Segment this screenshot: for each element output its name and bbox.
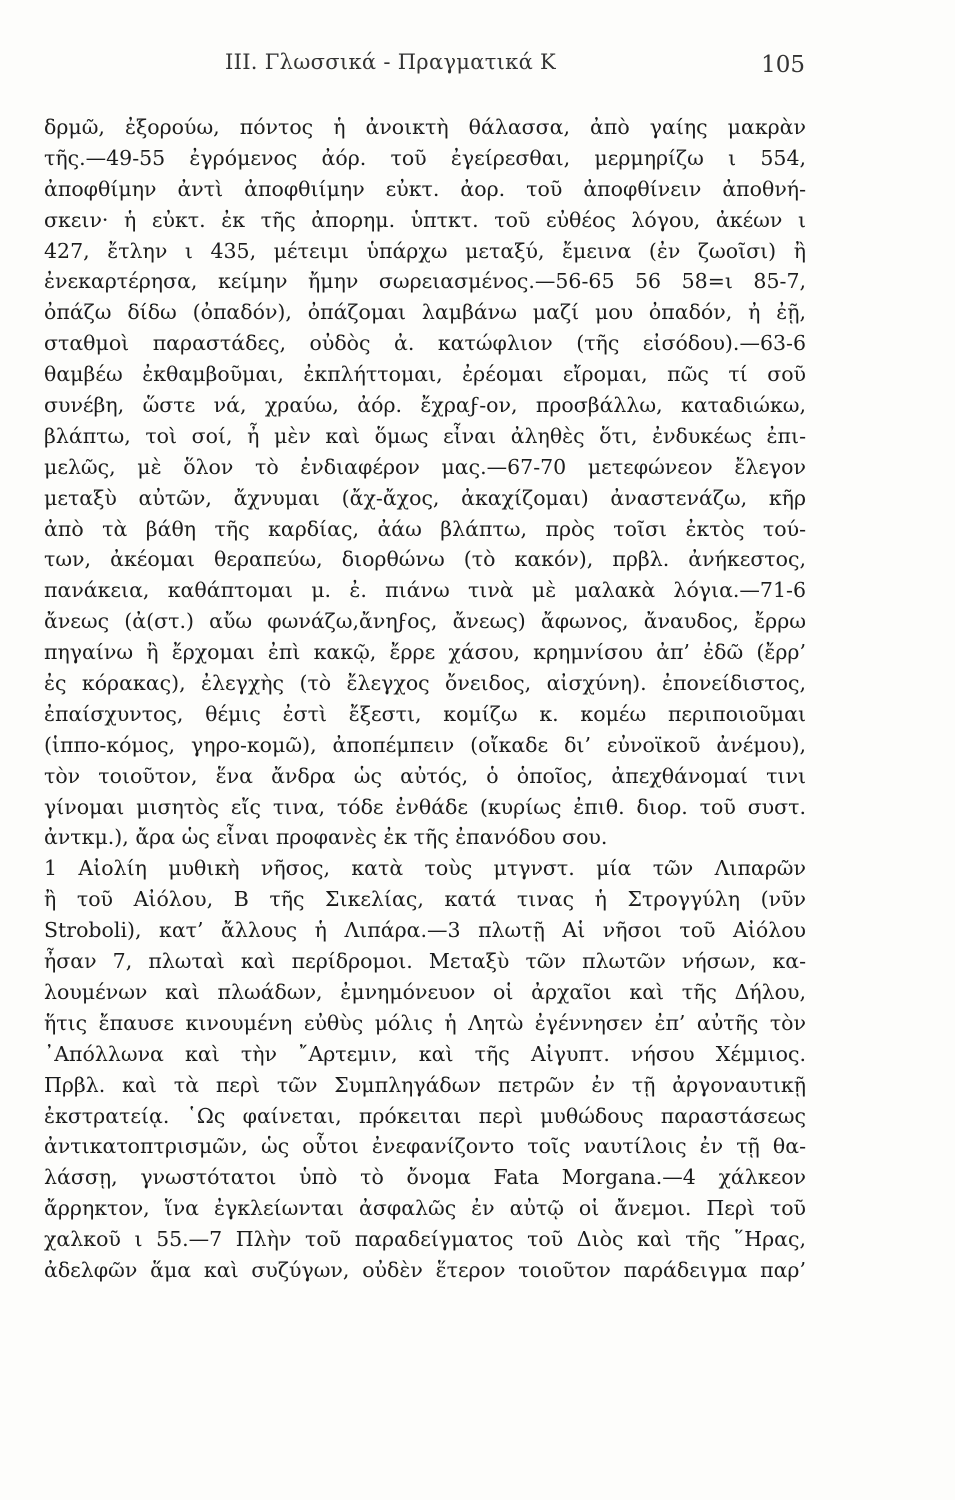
text-line: λάσσῃ, γνωστότατοι ὑπὸ τὸ ὄνομα Fata Morgana.—4 χάλκεον [44,1165,806,1190]
text-line: ἀποφθίμην ἀντὶ ἀποφθιίμην εὐκτ. ἀορ. τοῦ ἀποφθίνειν ἀποθνή- [44,176,806,201]
text-line: χαλκοῦ ι 55.—7 Πλὴν τοῦ παραδείγματος τοῦ Διὸς καὶ τῆς ῞Ηρας, [44,1227,806,1252]
text-line: 427, ἔτλην ι 435, μέτειμι ὑπάρχω μεταξύ, ἔμεινα (ἐν ζωοῖσι) ἢ [44,238,806,263]
page-number: 105 [761,52,805,78]
text-line: ἦσαν 7, πλωταὶ καὶ περίδρομοι. Μεταξὺ τῶν πλωτῶν νήσων, κα- [44,949,806,974]
text-line: τῆς.—49-55 ἐγρόμενος ἀόρ. τοῦ ἐγείρεσθαι, μερμηρίζω ι 554, [44,145,806,170]
text-line: δρμῶ, ἐξορούω, πόντος ἡ ἀνοικτὴ θάλασσα, ἀπὸ γαίης μακρὰν [44,115,806,139]
text-line: μεταξὺ αὐτῶν, ἄχνυμαι (ἄχ-ἄχος, ἀκαχίζομαι) ἀναστενάζω, κῆρ [44,485,806,510]
text-line: ἢ τοῦ Αἰόλου, Β τῆς Σικελίας, κατά τινας ἡ Στρογγύλη (νῦν [44,887,806,912]
text-line: ἐπαίσχυντος, θέμις ἐστὶ ἔξεστι, κομίζω κ. κομέω περιποιοῦμαι [44,701,806,726]
text-line: ἀδελφῶν ἅμα καὶ συζύγων, οὐδὲν ἕτερον τοιοῦτον παράδειγμα παρ’ [44,1257,806,1282]
text-line: ἐκστρατείᾳ. ῾Ως φαίνεται, πρόκειται περὶ μυθώδους παραστάσεως [44,1103,806,1128]
text-line: των, ἀκέομαι θεραπεύω, διορθώνω (τὸ κακόν), πρβλ. ἀνήκεστος, [44,547,806,572]
text-line: συνέβη, ὥστε νά, χραύω, ἀόρ. ἔχραϝ-ον, προσβάλλω, καταδιώκω, [44,393,806,418]
text-line: Stroboli), κατ’ ἄλλους ἡ Λιπάρα.—3 πλωτῇ Αἱ νῆσοι τοῦ Αἰόλου [44,918,806,943]
text-line: θαμβέω ἐκθαμβοῦμαι, ἐκπλήττομαι, ἐρέομαι εἴρομαι, πῶς τί σοῦ [44,362,806,387]
text-line: 1 Αἰολίη μυθικὴ νῆσος, κατὰ τοὺς μτγνστ. μία τῶν Λιπαρῶν [44,856,806,881]
text-line: ἐς κόρακας), ἐλεγχὴς (τὸ ἔλεγχος ὄνειδος, αἰσχύνη). ἐπονείδιστος, [44,671,806,696]
text-line: ἄνεως (ἀ(στ.) αὔω φωνάζω,ἄνηϝος, ἄνεως) ἄφωνος, ἄναυδος, ἔρρω [44,609,806,634]
text-line: μελῶς, μὲ ὅλον τὸ ἐνδιαφέρον μας.—67-70 μετεφώνεον ἔλεγον [44,454,806,479]
text-line: ᾿Απόλλωνα καὶ τὴν ῎Αρτεμιν, καὶ τῆς Αἰγυπτ. νήσου Χέμμιος. [44,1041,806,1066]
text-line: γίνομαι μισητὸς εἴς τινα, τόδε ἐνθάδε (κυρίως ἐπιθ. διορ. τοῦ συστ. [44,794,806,819]
text-line: ἐνεκαρτέρησα, κείμην ἤμην σωρειασμένος.—56-65 56 58=ι 85-7, [44,269,806,294]
running-title: III. Γλωσσικά - Πραγματικά Κ [225,50,557,74]
text-line: ἀντκμ.), ἄρα ὡς εἶναι προφανὲς ἐκ τῆς ἐπανόδου σου. [44,825,608,850]
text-line: σταθμοὶ παραστάδες, οὐδὸς ἀ. κατώφλιον (τῆς εἰσόδου).—63-6 [44,331,806,356]
text-line: ἄρρηκτον, ἵνα ἐγκλείωνται ἀσφαλῶς ἐν αὐτῷ οἱ ἄνεμοι. Περὶ τοῦ [44,1196,806,1221]
text-line: ἀπὸ τὰ βάθη τῆς καρδίας, ἀάω βλάπτω, πρὸς τοῖσι ἐκτὸς τού- [44,516,806,541]
commentary-text [44,112,806,1286]
text-line: πανάκεια, καθάπτομαι μ. ἐ. πιάνω τινὰ μὲ μαλακὰ λόγια.—71-6 [44,578,806,603]
text-line: σκειν· ἡ εὐκτ. ἐκ τῆς ἀπορημ. ὑπτκτ. τοῦ εὐθέος λόγου, ἀκέων ι [44,207,806,232]
text-line: λουμένων καὶ πλωάδων, ἐμνημόνευον οἱ ἀρχαῖοι καὶ τῆς Δήλου, [44,979,806,1004]
page-header [225,46,805,86]
text-line: ὀπάζω δίδω (ὀπαδόν), ὀπάζομαι λαμβάνω μαζί μου ὀπαδόν, ἠ ἐῇ, [44,300,806,325]
text-line: βλάπτω, τοὶ σοί, ἦ μὲν καὶ ὅμως εἶναι ἀληθὲς ὅτι, ἐνδυκέως ἐπι- [44,423,806,448]
text-line: ἥτις ἔπαυσε κινουμένη εὐθὺς μόλις ἡ Λητὼ ἐγέννησεν ἐπ’ αὐτῆς τὸν [44,1010,806,1035]
text-line: ἀντικατοπτρισμῶν, ὡς οὗτοι ἐνεφανίζοντο τοῖς ναυτίλοις ἐν τῇ θα- [44,1134,806,1159]
text-line: πηγαίνω ἢ ἔρχομαι ἐπὶ κακῷ, ἔρρε χάσου, κρημνίσου ἀπ’ ἐδῶ (ἔρρ’ [44,640,806,665]
text-line: τὸν τοιοῦτον, ἕνα ἄνδρα ὡς αὐτός, ὁ ὁποῖος, ἀπεχθάνομαί τινι [44,763,806,788]
text-line: Πρβλ. καὶ τὰ περὶ τῶν Συμπληγάδων πετρῶν ἐν τῇ ἀργοναυτικῇ [44,1072,806,1097]
text-line: (ἱππο-κόμος, γηρο-κομῶ), ἀποπέμπειν (οἴκαδε δι’ εὐνοϊκοῦ ἀνέμου), [44,732,806,757]
